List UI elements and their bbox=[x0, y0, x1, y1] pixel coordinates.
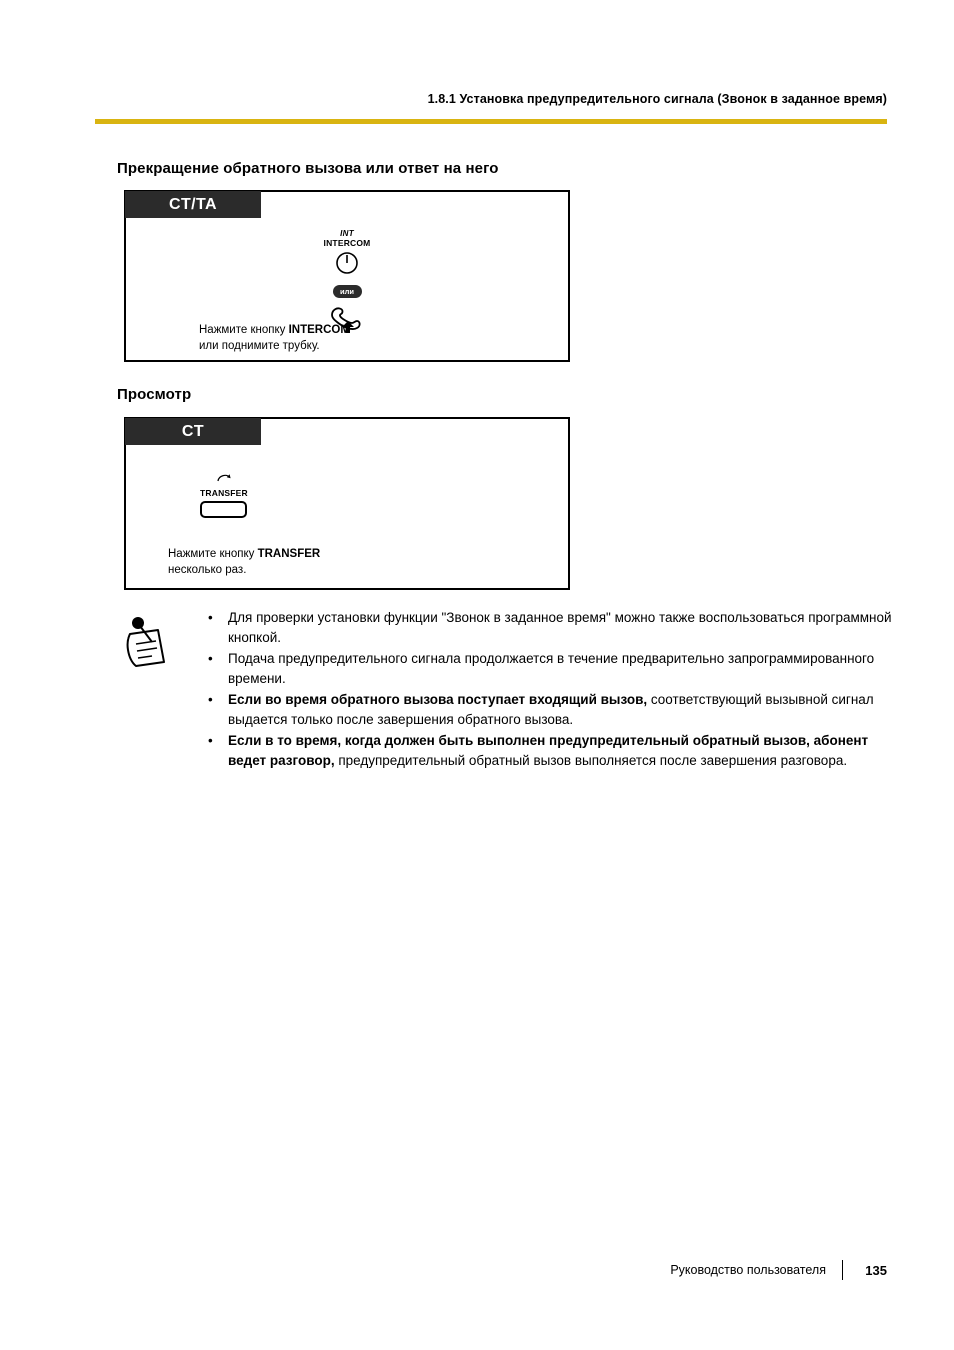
procedure-caption-transfer bbox=[168, 547, 320, 578]
intercom-key-label bbox=[324, 230, 371, 248]
caption-prefix: Нажмите кнопку bbox=[168, 548, 258, 560]
curved-arrow-icon bbox=[216, 469, 232, 487]
list-item bbox=[200, 608, 900, 647]
or-separator-badge: или bbox=[333, 285, 362, 298]
page-footer bbox=[95, 1260, 887, 1280]
transfer-key-illustration bbox=[200, 469, 248, 518]
caption-prefix: Нажмите кнопку bbox=[199, 324, 289, 336]
transfer-key-name: TRANSFER bbox=[200, 488, 248, 498]
bullet-icon: • bbox=[208, 610, 213, 625]
caption-line-2: или поднимите трубку. bbox=[199, 339, 320, 352]
header-rule bbox=[95, 119, 887, 124]
list-item bbox=[200, 649, 900, 688]
note-memo-icon bbox=[118, 616, 174, 673]
note-text: соответствующий вызывной сигнал выдается только после завершения обратного вызова. bbox=[228, 692, 874, 727]
procedure-box-ct-ta bbox=[124, 190, 570, 362]
bullet-icon: • bbox=[208, 651, 213, 667]
note-text: Подача предупредительного сигнала продолжается в течение предварительно запрограммированного времени. bbox=[228, 651, 875, 686]
page-header-title: 1.8.1 Установка предупредительного сигнала (Звонок в заданное время) bbox=[427, 92, 887, 106]
caption-bold-key: TRANSFER bbox=[257, 548, 321, 560]
note-text: предупредительный обратный вызов выполняется после завершения разговора. bbox=[334, 752, 848, 768]
footer-document-title: Руководство пользователя bbox=[670, 1263, 826, 1277]
notes-list bbox=[200, 608, 900, 773]
caption-bold-key: INTERCOM bbox=[288, 324, 350, 336]
int-superscript-label: INT bbox=[340, 229, 354, 238]
list-item bbox=[200, 731, 900, 770]
rect-button-icon bbox=[200, 501, 247, 518]
procedure-box-ct bbox=[124, 417, 570, 590]
note-bold-lead: Если во время обратного вызова поступает входящий вызов, bbox=[228, 692, 648, 708]
footer-page-number: 135 bbox=[865, 1262, 887, 1278]
procedure-box-tag: CT/TA bbox=[125, 191, 261, 218]
section-heading-callback-stop: Прекращение обратного вызова или ответ на него bbox=[117, 160, 499, 177]
caption-line-2: несколько раз. bbox=[168, 563, 247, 576]
procedure-box-tag: CT bbox=[125, 418, 261, 445]
page-header bbox=[95, 92, 887, 107]
note-text: Для проверки установки функции "Звонок в заданное время" можно также воспользоваться программной кнопкой. bbox=[228, 610, 892, 645]
round-button-icon bbox=[335, 251, 359, 280]
note-bold-lead: Если в то время, когда должен быть выполнен предупредительный обратный вызов, абонент ведет разговор, bbox=[228, 733, 869, 768]
intercom-key-name: INTERCOM bbox=[323, 238, 371, 248]
procedure-caption-intercom bbox=[199, 323, 350, 354]
list-item bbox=[200, 690, 900, 729]
section-heading-review: Просмотр bbox=[117, 386, 192, 403]
bullet-icon: • bbox=[208, 733, 213, 749]
bullet-icon: • bbox=[208, 692, 213, 708]
